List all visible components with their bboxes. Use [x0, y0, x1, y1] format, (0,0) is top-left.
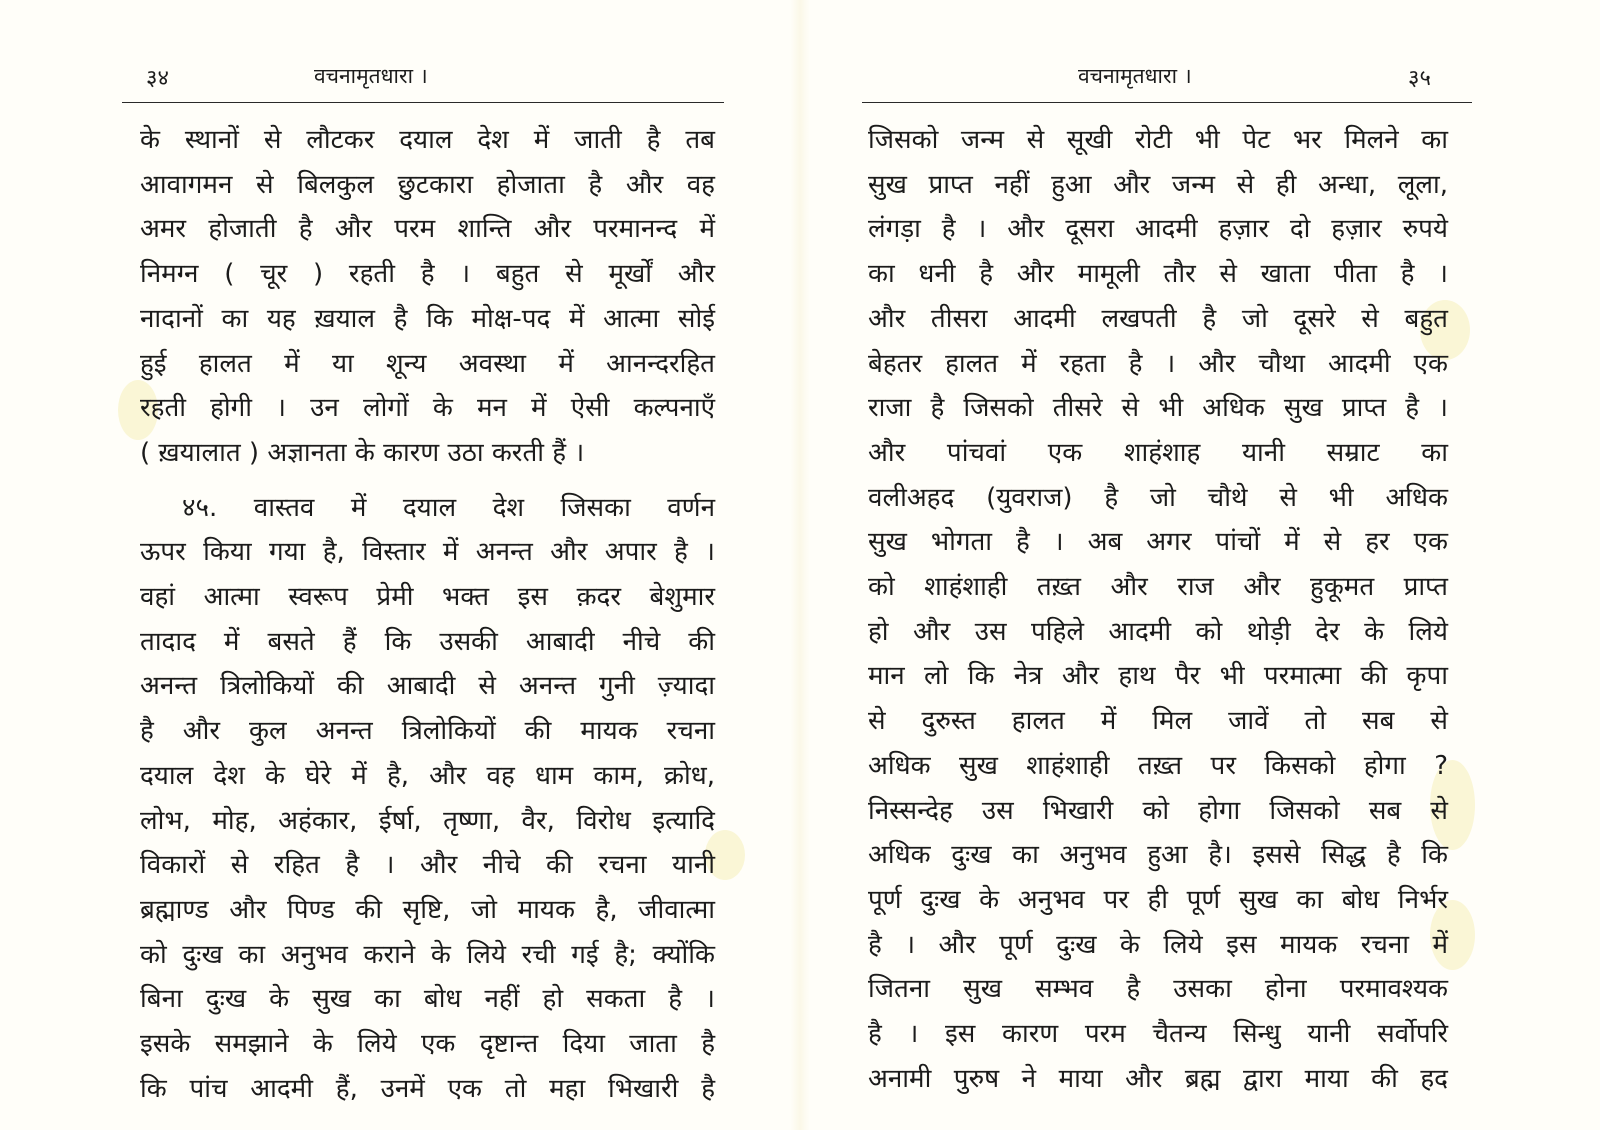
header-rule	[122, 102, 724, 103]
text-line: अमर होजाती है और परम शान्ति और परमानन्द में	[140, 214, 715, 245]
text-line: राजा है जिसको तीसरे से भी अधिक सुख प्राप्त है ।	[868, 393, 1448, 424]
text-line: का धनी है और मामूली तौर से खाता पीता है ।	[868, 259, 1448, 290]
text-line: से दुरुस्त हालत में मिल जावें तो सब से	[868, 706, 1448, 737]
text-line: पूर्ण दुःख के अनुभव पर ही पूर्ण सुख का बोध निर्भर	[868, 884, 1448, 915]
text-line: अनन्त त्रिलोकियों की आबादी से अनन्त गुनी ज़्यादा	[140, 671, 715, 702]
book-gutter	[790, 0, 810, 1130]
text-line: ब्रह्माण्ड और पिण्ड की सृष्टि, जो मायक है, जीवात्मा	[140, 894, 715, 925]
text-line: है और कुल अनन्त त्रिलोकियों की मायक रचना	[140, 716, 715, 747]
text-line: तादाद में बसते हैं कि उसकी आबादी नीचे की	[140, 626, 715, 657]
text-line: हुई हालत में या शून्य अवस्था में आनन्दरहित	[140, 348, 715, 379]
right-page-header	[868, 62, 1470, 98]
text-line: निस्सन्देह उस भिखारी को होगा जिसको सब से	[868, 795, 1448, 826]
text-line: को शाहंशाही तख़्त और राज और हुकूमत प्राप्त	[868, 572, 1448, 603]
text-line: मान लो कि नेत्र और हाथ पैर भी परमात्मा की कृपा	[868, 661, 1448, 692]
text-line: बिना दुःख के सुख का बोध नहीं हो सकता है ।	[140, 984, 715, 1015]
left-page	[0, 0, 790, 1130]
left-page-body	[140, 118, 715, 1111]
text-line: जितना सुख सम्भव है उसका होना परमावश्यक	[868, 974, 1448, 1005]
running-title: वचनामृतधारा ।	[314, 64, 428, 88]
text-line: और तीसरा आदमी लखपती है जो दूसरे से बहुत	[868, 303, 1448, 334]
text-line: लंगड़ा है । और दूसरा आदमी हज़ार दो हज़ार रुपये	[868, 214, 1448, 245]
page-number: ३४	[146, 66, 169, 91]
text-line: निमग्न ( चूर ) रहती है । बहुत से मूर्खों और	[140, 259, 715, 290]
text-line: को दुःख का अनुभव कराने के लिये रची गई है; क्योंकि	[140, 939, 715, 970]
right-page-body	[868, 118, 1448, 1101]
text-line: लोभ, मोह, अहंकार, ईर्षा, तृष्णा, वैर, विरोध इत्यादि	[140, 805, 715, 836]
text-line: है । और पूर्ण दुःख के लिये इस मायक रचना में	[868, 929, 1448, 960]
right-page	[810, 0, 1600, 1130]
left-page-header	[124, 62, 736, 98]
text-line: हो और उस पहिले आदमी को थोड़ी देर के लिये	[868, 616, 1448, 647]
text-line: और पांचवां एक शाहंशाह यानी सम्राट का	[868, 437, 1448, 468]
text-line: बेहतर हालत में रहता है । और चौथा आदमी एक	[868, 348, 1448, 379]
text-line: अधिक दुःख का अनुभव हुआ है। इससे सिद्ध है कि	[868, 840, 1448, 871]
text-line: आवागमन से बिलकुल छुटकारा होजाता है और वह	[140, 169, 715, 200]
text-line: है । इस कारण परम चैतन्य सिन्धु यानी सर्वोपरि	[868, 1019, 1448, 1050]
text-line: दयाल देश के घेरे में है, और वह धाम काम, क्रोध,	[140, 760, 715, 791]
text-line: इसके समझाने के लिये एक दृष्टान्त दिया जाता है	[140, 1029, 715, 1060]
text-line: ऊपर किया गया है, विस्तार में अनन्त और अपार है ।	[140, 537, 715, 568]
text-line: वलीअहद (युवराज) है जो चौथे से भी अधिक	[868, 482, 1448, 513]
header-rule	[862, 102, 1472, 103]
text-line: अधिक सुख शाहंशाही तख़्त पर किसको होगा ?	[868, 750, 1448, 781]
text-line: सुख प्राप्त नहीं हुआ और जन्म से ही अन्धा, लूला,	[868, 169, 1448, 200]
text-line: सुख भोगता है । अब अगर पांचों में से हर एक	[868, 527, 1448, 558]
text-line: ( ख़यालात ) अज्ञानता के कारण उठा करती हैं ।	[140, 437, 585, 468]
paragraph-start-line: ४५. वास्तव में दयाल देश जिसका वर्णन	[182, 492, 715, 523]
text-line: वहां आत्मा स्वरूप प्रेमी भक्त इस क़दर बेशुमार	[140, 582, 715, 613]
text-line: नादानों का यह ख़याल है कि मोक्ष-पद में आत्मा सोई	[140, 303, 715, 334]
text-line: अनामी पुरुष ने माया और ब्रह्म द्वारा माया की हद	[868, 1063, 1448, 1094]
text-line: कि पांच आदमी हैं, उनमें एक तो महा भिखारी है	[140, 1073, 715, 1104]
text-line: जिसको जन्म से सूखी रोटी भी पेट भर मिलने का	[868, 125, 1448, 155]
page-number: ३५	[1408, 66, 1431, 91]
text-line: रहती होगी । उन लोगों के मन में ऐसी कल्पनाएँ	[140, 393, 715, 424]
running-title: वचनामृतधारा ।	[1078, 64, 1192, 88]
text-line: विकारों से रहित है । और नीचे की रचना यानी	[140, 850, 715, 881]
text-line: के स्थानों से लौटकर दयाल देश में जाती है तब	[140, 125, 715, 155]
paragraph-gap	[140, 476, 715, 486]
